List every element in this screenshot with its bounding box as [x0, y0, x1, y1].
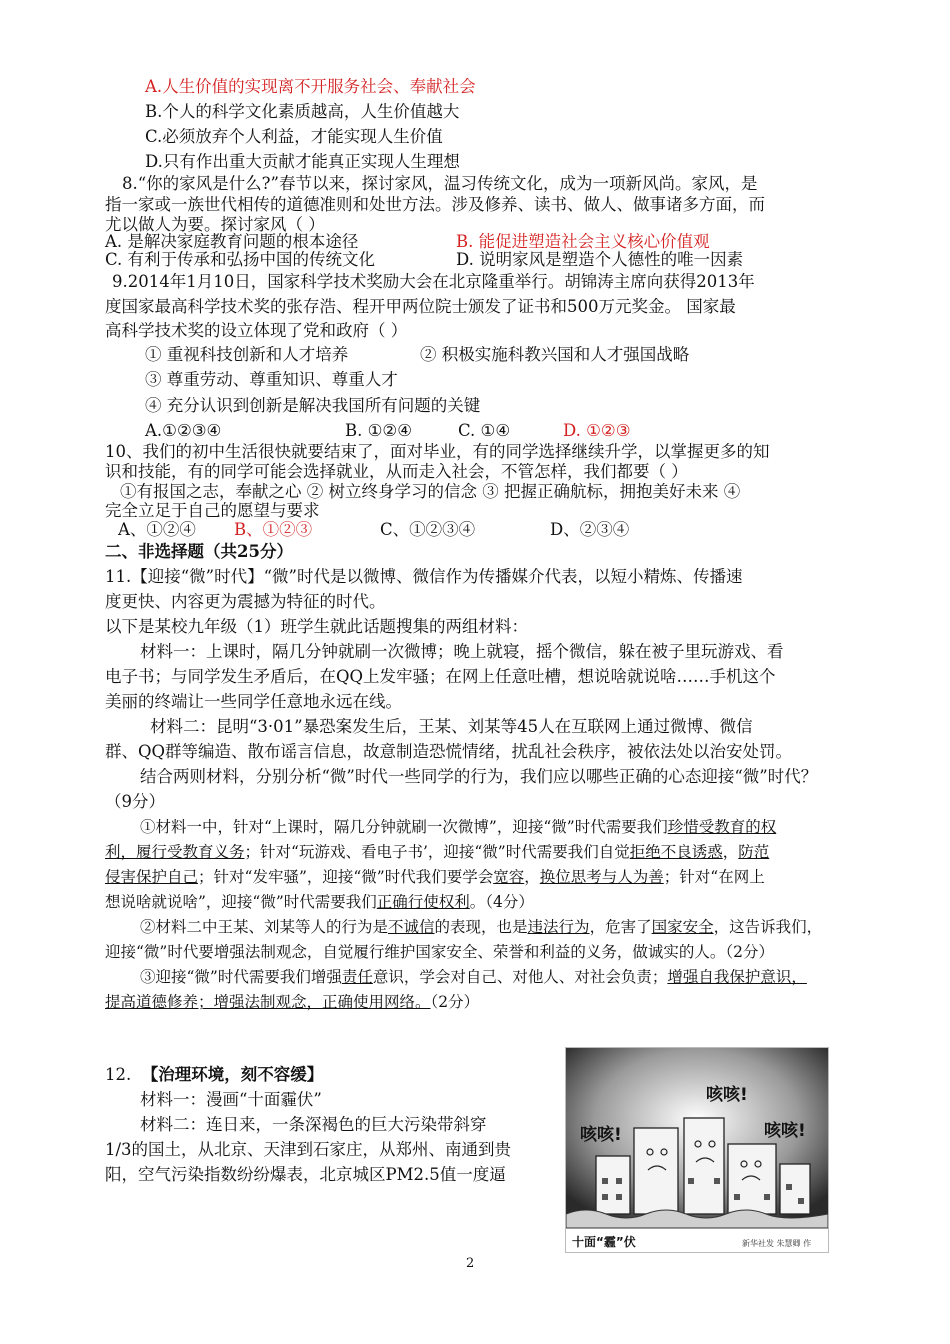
q11-stem-line2: 度更快、内容更为震撼为特征的时代。 — [105, 592, 386, 611]
q10-option-b: B、①②③ — [234, 520, 313, 539]
answer-text: 。（4分） — [469, 893, 534, 911]
q11-answer1-line4 — [105, 891, 534, 913]
q8-option-b: B. 能促进塑造社会主义核心价值观 — [456, 232, 710, 251]
q9-stem-line3: 高科学技术奖的设立体现了党和政府（ ） — [105, 321, 408, 340]
q11-score: （9分） — [105, 792, 165, 811]
answer-keypoint: 换位思考与人为善 — [539, 868, 664, 886]
q12-title: 【治理环境，刻不容缓】 — [141, 1065, 324, 1084]
q11-answer1-line3 — [105, 866, 765, 888]
q7-option-d: D.只有作出重大贡献才能真正实现人生理想 — [145, 152, 460, 171]
answer-keypoint: 国家安全 — [651, 918, 714, 936]
q10-stem-line2: 识和技能，有的同学可能会选择就业，从而走入社会，不管怎样，我们都要（ ） — [105, 462, 688, 481]
q7-option-b: B.个人的科学文化素质越高，人生价值越大 — [145, 102, 460, 121]
answer-keypoint: 防范 — [738, 843, 770, 861]
q8-option-a: A. 是解决家庭教育问题的根本途径 — [105, 232, 359, 251]
answer-keypoint: 违法行为 — [527, 918, 590, 936]
q11-answer1-line2 — [105, 841, 769, 863]
q9-item-3: ③ 尊重劳动、尊重知识、尊重人才 — [145, 370, 398, 389]
q12-material2-line1: 材料二：连日来，一条深褐色的巨大污染带斜穿 — [140, 1115, 487, 1134]
cough-text-3: 咳咳! — [764, 1121, 806, 1141]
q11-stem-line1: 11.【迎接“微”时代】“微”时代是以微博、微信作为传播媒介代表，以短小精炼、传播速 — [105, 567, 743, 586]
answer-text: （2分） — [430, 993, 480, 1011]
answer-text: ，危害了 — [589, 918, 652, 936]
answer-text: ③迎接“微”时代需要我们增强 — [140, 968, 342, 986]
cough-text-1: 咳咳! — [706, 1085, 748, 1105]
q9-option-c: C. ①④ — [458, 421, 511, 440]
q8-option-c: C. 有利于传承和弘扬中国的传统文化 — [105, 250, 376, 269]
q9-option-d: D. ①②③ — [563, 421, 631, 440]
answer-text: ；针对“在网上 — [663, 868, 765, 886]
answer-text: 想说啥就说啥”，迎接“微”时代需要我们 — [105, 893, 377, 911]
answer-text: 意识，学会对自己、对他人、对社会负责； — [372, 968, 668, 986]
q9-item-2: ② 积极实施科教兴国和人才强国战略 — [420, 345, 690, 364]
q8-stem-line3: 尤以做人为要。探讨家风（ ） — [105, 215, 325, 234]
answer-keypoint: 正确行使权利 — [376, 893, 470, 911]
q8-stem-line2: 指一家或一族世代相传的道德准则和处世方法。涉及修养、读书、做人、做事诸多方面，而 — [105, 195, 765, 214]
q9-option-a: A.①②③④ — [145, 421, 222, 440]
q11-material1-line1: 材料一：上课时，隔几分钟就刷一次微博；晚上就寝，摇个微信，躲在被子里玩游戏、看 — [140, 642, 784, 661]
page-number: 2 — [466, 1256, 475, 1271]
q12-material2-line2: 1/3的国土，从北京、天津到石家庄，从郑州、南通到贵 — [105, 1140, 512, 1159]
q11-question: 结合两则材料，分别分析“微”时代一些同学的行为，我们应以哪些正确的心态迎接“微”时代？ — [140, 767, 818, 786]
q10-stem-line1: 10、我们的初中生活很快就要结束了，面对毕业，有的同学选择继续升学，以掌握更多的知 — [105, 442, 770, 461]
answer-keypoint: 宽容 — [493, 868, 525, 886]
q8-stem-line1: 8.“你的家风是什么?”春节以来，探讨家风，温习传统文化，成为一项新风尚。家风，是 — [122, 174, 758, 193]
q11-answer3-line1 — [140, 966, 807, 988]
q12-number: 12. — [105, 1065, 132, 1084]
q11-answer1-line1 — [140, 816, 776, 838]
answer-keypoint: 拒绝不良诱惑 — [629, 843, 723, 861]
q9-item-1: ① 重视科技创新和人才培养 — [145, 345, 349, 364]
q11-material1-line2: 电子书；与同学发生矛盾后，在QQ上发牢骚；在网上任意吐槽，想说啥就说啥……手机这个 — [105, 667, 776, 686]
q10-items-line2: 完全立足于自己的愿望与要求 — [105, 501, 320, 520]
answer-text: 的表现，也是 — [434, 918, 528, 936]
answer-text: ；针对“发牢骚”，迎接“微”时代我们要学会 — [198, 868, 494, 886]
answer-keypoint: 侵害保护自己 — [105, 868, 199, 886]
q12-material1: 材料一：漫画“十面霾伏” — [140, 1090, 322, 1109]
smog-cartoon-image — [565, 1047, 829, 1253]
q10-items-line1: ①有报国之志，奉献之心 ② 树立终身学习的信念 ③ 把握正确航标，拥抱美好未来 ④ — [120, 482, 741, 501]
q11-stem-line3: 以下是某校九年级（1）班学生就此话题搜集的两组材料： — [105, 617, 528, 636]
q10-option-a: A、①②④ — [118, 520, 196, 539]
q11-material2-line2: 群、QQ群等编造、散布谣言信息，故意制造恐慌情绪，扰乱社会秩序，被依法处以治安处罚。 — [105, 742, 793, 761]
q11-answer2-line2: 迎接“微”时代要增强法制观念，自觉履行维护国家安全、荣誉和利益的义务，做诚实的人。（2分） — [105, 943, 774, 961]
q10-option-c: C、①②③④ — [380, 520, 476, 539]
answer-text: ， — [524, 868, 540, 886]
q9-stem-line1: 9.2014年1月10日，国家科学技术奖励大会在北京隆重举行。胡锦涛主席向获得2013年 — [112, 272, 755, 291]
answer-keypoint: 增强自我保护意识， — [667, 968, 807, 986]
q7-option-a: A.人生价值的实现离不开服务社会、奉献社会 — [145, 77, 476, 96]
q11-answer3-line2 — [105, 991, 479, 1013]
answer-keypoint: 利，履行受教育义务 — [105, 843, 245, 861]
q11-material1-line3: 美丽的终端让一些同学任意地永远在线。 — [105, 692, 402, 711]
cartoon-credit: 新华社发 朱慧卿 作 — [742, 1239, 812, 1248]
q11-answer2-line1 — [140, 916, 822, 938]
q12-heading — [105, 1064, 323, 1086]
q10-option-d: D、②③④ — [550, 520, 630, 539]
section-heading: 二、非选择题（共25分） — [105, 542, 293, 561]
answer-keypoint: 提高道德修养；增强法制观念，正确使用网络。 — [105, 993, 431, 1011]
cough-text-2: 咳咳! — [580, 1125, 622, 1145]
q7-option-c: C.必须放弃个人利益，才能实现人生价值 — [145, 127, 443, 146]
q11-material2-line1: 材料二：昆明“3·01”暴恐案发生后，王某、刘某等45人在互联网上通过微博、微信 — [150, 717, 753, 736]
q9-stem-line2: 度国家最高科学技术奖的张存浩、程开甲两位院士颁发了证书和500万元奖金。 国家最 — [105, 297, 736, 316]
answer-keypoint: 不诚信 — [388, 918, 435, 936]
cartoon-caption: 十面“霾”伏 — [572, 1235, 636, 1249]
q8-option-d: D. 说明家风是塑造个人德性的唯一因素 — [456, 250, 744, 269]
q12-material2-line3: 阳，空气污染指数纷纷爆表，北京城区PM2.5值一度逼 — [105, 1165, 506, 1184]
q9-item-4: ④ 充分认识到创新是解决我国所有问题的关键 — [145, 396, 481, 415]
answer-text: ，这告诉我们， — [713, 918, 823, 936]
answer-text: ②材料二中王某、刘某等人的行为是 — [140, 918, 389, 936]
q9-option-b: B. ①②④ — [345, 421, 412, 440]
answer-keypoint: 责任 — [341, 968, 373, 986]
answer-text: ；针对“玩游戏、看电子书’，迎接“微”时代需要我们自觉 — [244, 843, 630, 861]
answer-text: ①材料一中，针对“上课时，隔几分钟就刷一次微博”，迎接“微”时代需要我们 — [140, 818, 668, 836]
answer-text: ， — [722, 843, 739, 861]
answer-keypoint: 珍惜受教育的权 — [667, 818, 777, 836]
